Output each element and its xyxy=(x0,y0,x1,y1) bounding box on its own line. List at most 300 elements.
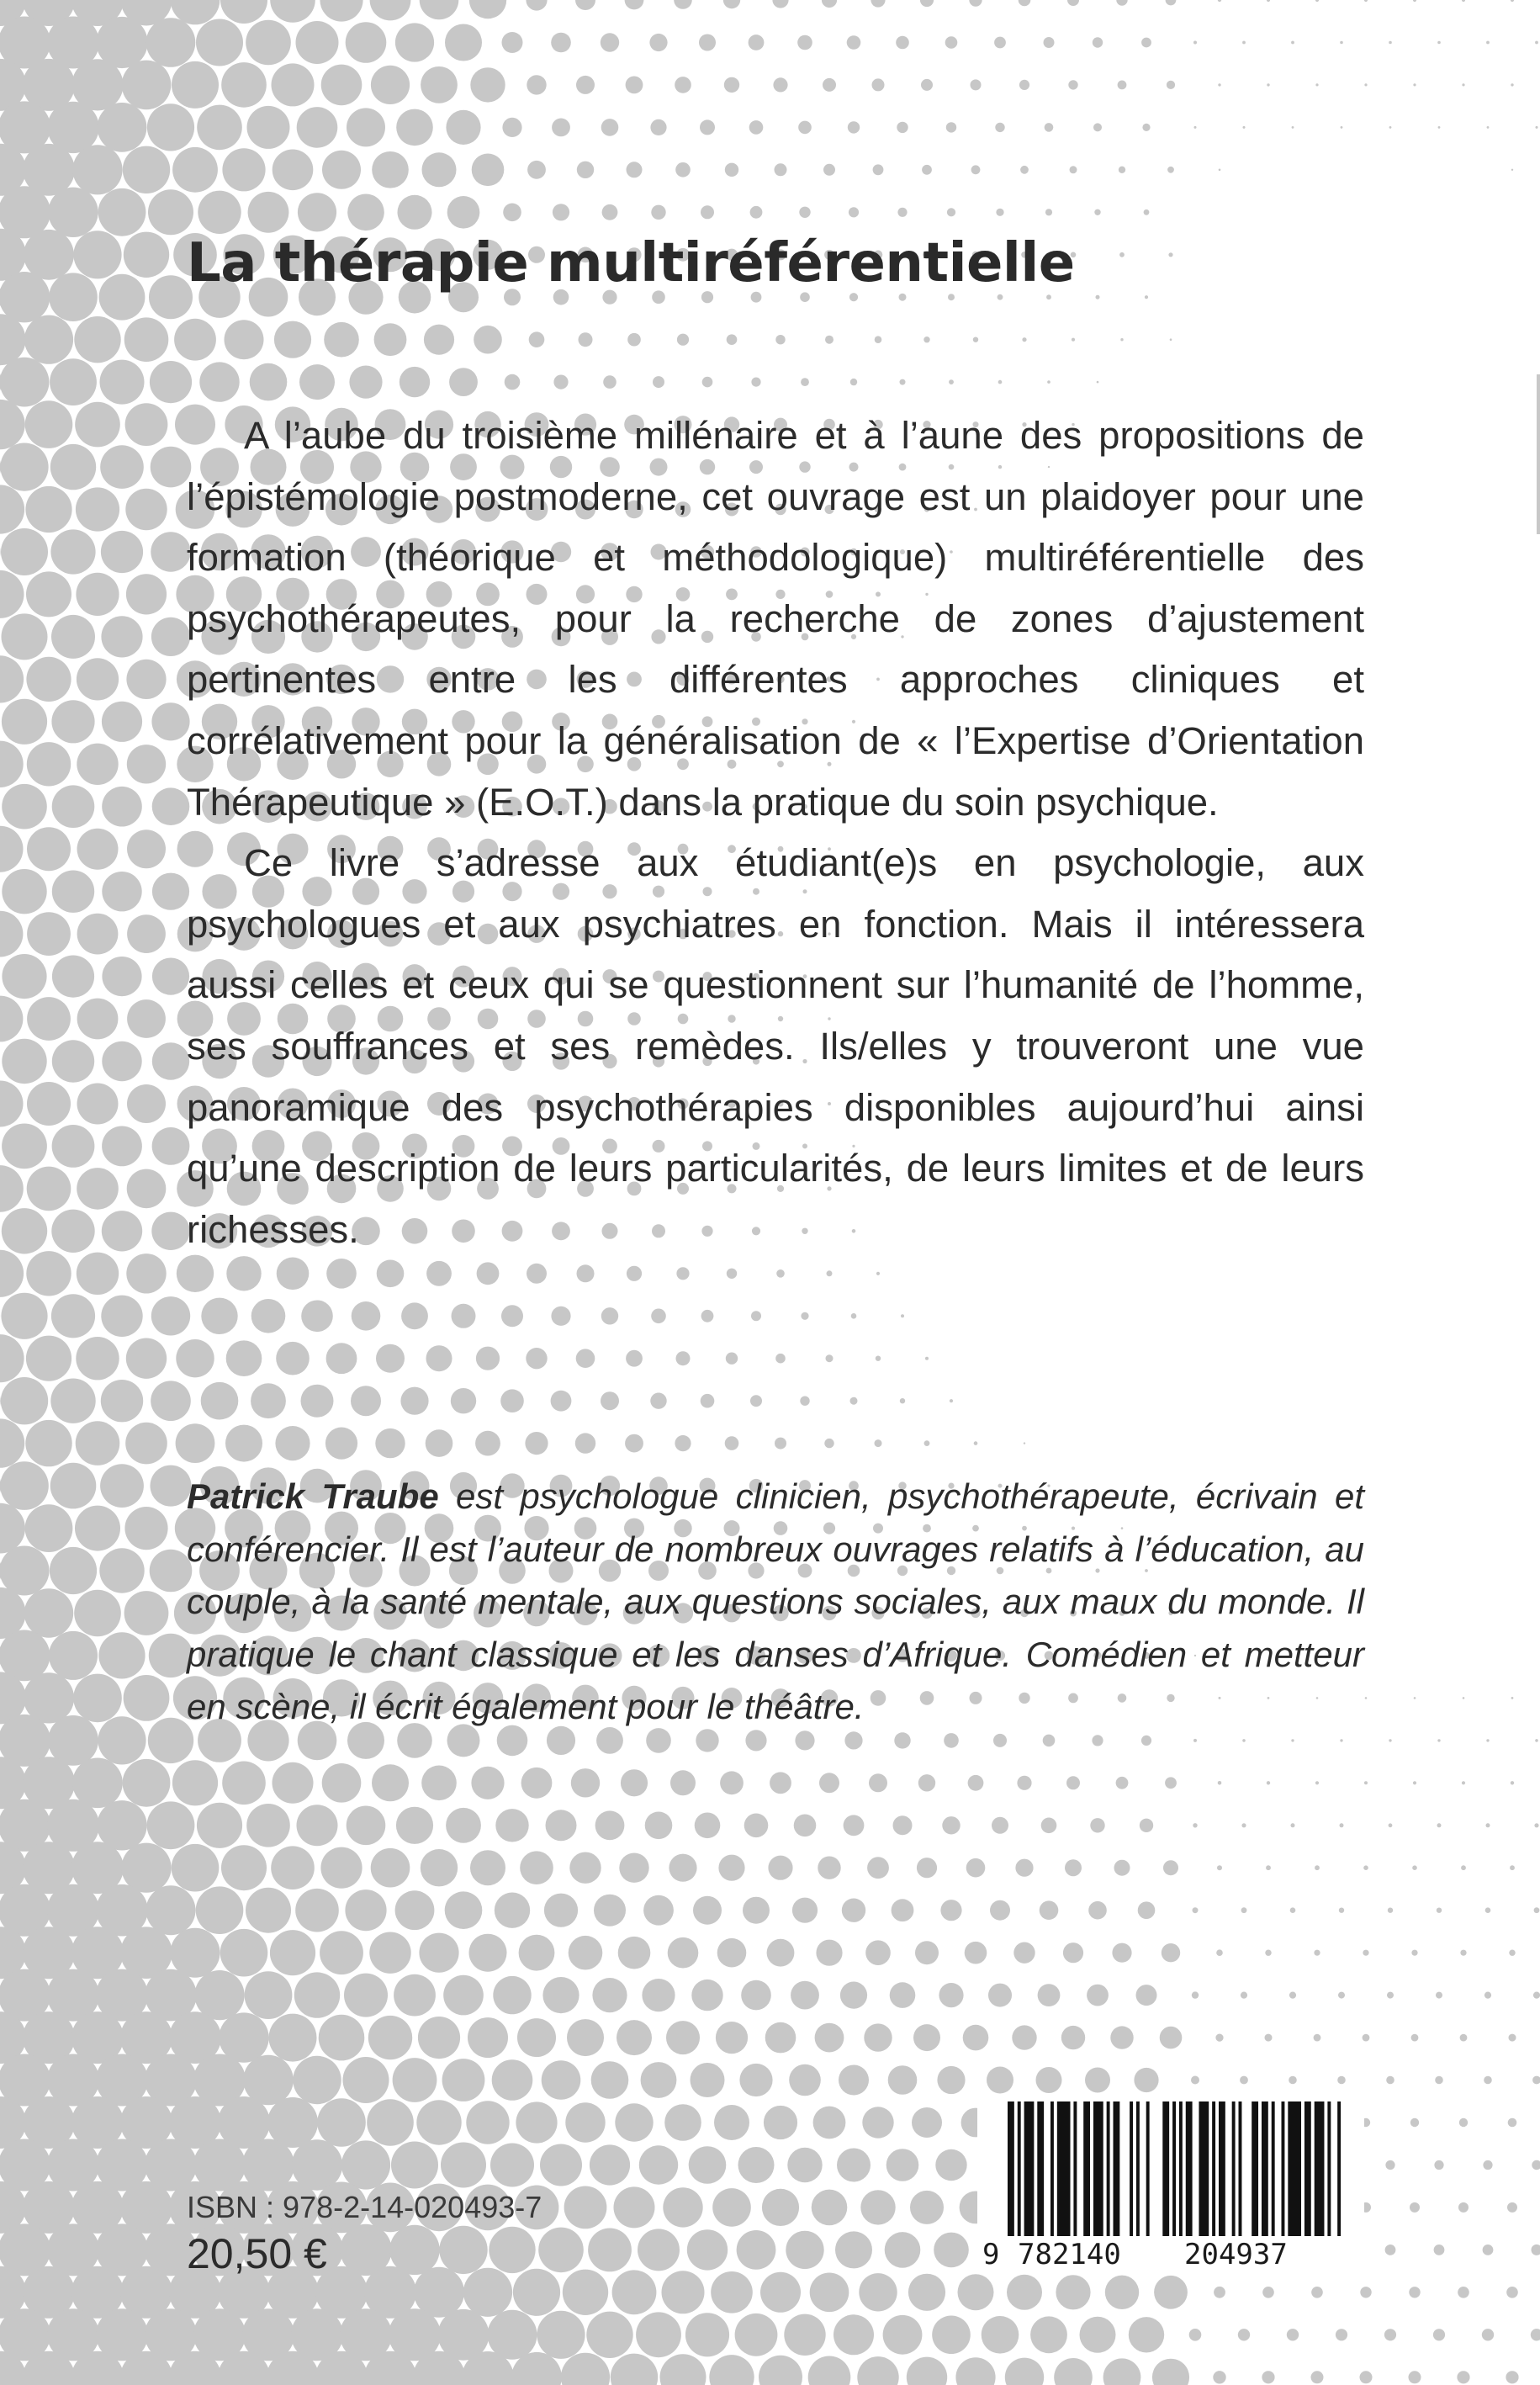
halftone-dot xyxy=(1116,1777,1129,1789)
halftone-dot xyxy=(650,1393,666,1409)
barcode-bar xyxy=(1018,2101,1021,2236)
halftone-dot xyxy=(576,76,595,94)
halftone-dot xyxy=(913,2024,940,2051)
halftone-dot xyxy=(351,1386,381,1416)
halftone-dot xyxy=(77,658,119,700)
halftone-dot xyxy=(1194,126,1197,129)
halftone-dot xyxy=(538,2228,584,2273)
halftone-dot xyxy=(0,400,25,449)
halftone-dot xyxy=(1242,41,1246,45)
halftone-dot xyxy=(974,1441,978,1445)
halftone-dot xyxy=(0,570,24,618)
halftone-dot xyxy=(341,2140,390,2189)
halftone-dot xyxy=(488,2310,537,2360)
halftone-dot xyxy=(770,1772,791,1794)
halftone-dot xyxy=(786,2231,823,2269)
halftone-dot xyxy=(418,2017,460,2059)
author-name: Patrick Traube xyxy=(187,1476,439,1516)
halftone-dot xyxy=(594,1895,626,1927)
halftone-dot xyxy=(477,1262,500,1285)
halftone-dot xyxy=(1507,2202,1517,2213)
halftone-dot xyxy=(372,1764,409,1801)
halftone-dot xyxy=(571,1768,600,1797)
halftone-dot xyxy=(844,1815,865,1836)
halftone-dot xyxy=(98,103,147,152)
halftone-dot xyxy=(750,206,763,219)
halftone-dot xyxy=(297,1805,338,1846)
halftone-dot xyxy=(73,231,121,278)
halftone-dot xyxy=(955,2357,995,2385)
halftone-dot xyxy=(426,1429,453,1457)
halftone-dot xyxy=(944,1733,959,1748)
halftone-dot xyxy=(1363,1865,1368,1870)
halftone-dot xyxy=(1363,2034,1370,2042)
halftone-dot xyxy=(638,2229,680,2271)
halftone-dot xyxy=(521,1768,553,1799)
halftone-dot xyxy=(727,1269,737,1279)
halftone-dot xyxy=(544,1894,578,1927)
barcode-bar xyxy=(1232,2101,1236,2236)
barcode-bars xyxy=(1008,2101,1344,2236)
halftone-dot xyxy=(1038,1984,1061,2006)
halftone-dot xyxy=(221,1845,267,1890)
halftone-dot xyxy=(1068,80,1077,89)
halftone-dot xyxy=(443,1975,484,2016)
halftone-dot xyxy=(99,274,146,321)
halftone-dot xyxy=(1482,2329,1494,2340)
halftone-dot xyxy=(1483,2245,1494,2255)
halftone-dot xyxy=(1192,1991,1199,1998)
halftone-dot xyxy=(24,315,73,364)
halftone-dot xyxy=(102,1211,142,1251)
halftone-dot xyxy=(687,2229,728,2270)
halftone-dot xyxy=(1413,0,1416,2)
halftone-dot xyxy=(124,232,169,278)
halftone-dot xyxy=(0,996,23,1042)
halftone-dot xyxy=(865,1940,891,1965)
halftone-dot xyxy=(369,1932,410,1974)
halftone-dot xyxy=(226,1340,262,1376)
halftone-dot xyxy=(1433,2329,1445,2340)
halftone-dot xyxy=(1364,1781,1368,1784)
halftone-dot xyxy=(125,489,167,530)
halftone-dot xyxy=(701,1310,714,1322)
halftone-dot xyxy=(1218,83,1220,86)
halftone-dot xyxy=(470,67,505,102)
halftone-dot xyxy=(668,1937,699,1969)
halftone-dot xyxy=(1217,1865,1222,1870)
halftone-dot xyxy=(650,119,666,135)
halftone-dot xyxy=(322,151,361,189)
halftone-dot xyxy=(626,77,643,94)
halftone-dot xyxy=(994,37,1006,49)
halftone-dot xyxy=(912,2107,942,2138)
halftone-dot xyxy=(942,1816,960,1834)
halftone-dot xyxy=(317,2098,366,2147)
halftone-dot xyxy=(1067,0,1079,6)
halftone-dot xyxy=(1114,1860,1130,1876)
halftone-dot xyxy=(636,2312,681,2357)
halftone-dot xyxy=(147,103,194,151)
halftone-dot xyxy=(225,1425,262,1462)
halftone-dot xyxy=(1509,2034,1516,2042)
halftone-dot xyxy=(627,1266,642,1281)
halftone-dot xyxy=(376,1344,405,1373)
halftone-dot xyxy=(1340,1739,1342,1741)
barcode-digits-right: 204937 xyxy=(1184,2238,1288,2271)
halftone-dot xyxy=(1005,2358,1044,2385)
halftone-dot xyxy=(1087,1985,1109,2006)
barcode-bar xyxy=(1136,2101,1140,2236)
halftone-dot xyxy=(98,188,146,236)
halftone-dot xyxy=(525,1432,548,1455)
halftone-dot xyxy=(1154,2276,1188,2309)
barcode-bar xyxy=(1315,2101,1325,2236)
halftone-dot xyxy=(1085,2068,1110,2093)
halftone-dot xyxy=(765,2022,796,2054)
halftone-dot xyxy=(345,1889,386,1931)
halftone-dot xyxy=(50,529,95,574)
halftone-dot xyxy=(934,2233,969,2268)
halftone-dot xyxy=(76,1421,120,1465)
halftone-dot xyxy=(794,1815,817,1837)
halftone-dot xyxy=(502,32,523,53)
halftone-dot xyxy=(1047,380,1050,384)
halftone-dot xyxy=(1193,1823,1197,1827)
halftone-dot xyxy=(643,1895,674,1926)
halftone-dot xyxy=(176,1339,214,1377)
halftone-dot xyxy=(947,208,955,216)
halftone-dot xyxy=(150,1550,193,1593)
halftone-dot xyxy=(1045,123,1054,132)
halftone-dot xyxy=(1138,1901,1156,1919)
halftone-dot xyxy=(775,1354,786,1364)
halftone-dot xyxy=(502,118,521,137)
halftone-dot xyxy=(468,2017,508,2058)
halftone-dot xyxy=(675,162,691,178)
halftone-dot xyxy=(520,1851,553,1884)
halftone-dot xyxy=(799,207,810,218)
halftone-dot xyxy=(579,332,593,347)
barcode-bar xyxy=(1199,2101,1209,2236)
halftone-dot xyxy=(27,827,71,871)
halftone-dot xyxy=(100,445,144,489)
halftone-dot xyxy=(920,0,934,7)
halftone-dot xyxy=(666,2021,700,2054)
halftone-dot xyxy=(1462,83,1464,86)
halftone-dot xyxy=(421,66,458,103)
halftone-dot xyxy=(371,1848,410,1888)
halftone-dot xyxy=(172,1844,220,1892)
halftone-dot xyxy=(269,2014,317,2062)
halftone-dot xyxy=(1460,2034,1468,2042)
halftone-dot xyxy=(1389,41,1392,45)
halftone-dot xyxy=(199,362,239,401)
halftone-dot xyxy=(492,2059,533,2101)
halftone-dot xyxy=(937,2066,965,2094)
halftone-dot xyxy=(660,2354,706,2385)
halftone-dot xyxy=(151,1296,190,1335)
halftone-dot xyxy=(1311,2371,1324,2383)
halftone-dot xyxy=(505,374,521,390)
halftone-dot xyxy=(297,107,338,148)
halftone-dot xyxy=(446,1808,481,1843)
halftone-dot xyxy=(617,2020,652,2055)
blurb-paragraph: Ce livre s’adresse aux étudiant(e)s en psychologie, aux psychologues et aux psychiatres en fonction. Mais il intéressera aussi celles et ceux qui se questionnent sur l’humanité de l’homme, ses souffrances et ses remèdes. Ils/elles y trouveront une vue panoramique des psychothérapies disponibles aujourd’hui ainsi qu’une description de leurs particularités, de leurs limites et de leurs richesses. xyxy=(187,841,1364,1251)
halftone-dot xyxy=(322,1763,362,1803)
halftone-dot xyxy=(1105,2276,1139,2309)
halftone-dot xyxy=(842,1899,865,1922)
barcode-bar xyxy=(1337,2101,1341,2236)
halftone-dot xyxy=(932,2316,971,2355)
barcode-bar xyxy=(1057,2101,1071,2236)
halftone-dot xyxy=(965,1942,987,1964)
halftone-dot xyxy=(0,911,23,957)
halftone-dot xyxy=(971,165,981,174)
halftone-dot xyxy=(1511,0,1514,2)
halftone-dot xyxy=(2,869,46,914)
halftone-dot xyxy=(987,2067,1013,2094)
halftone-dot xyxy=(424,325,454,355)
halftone-dot xyxy=(888,2065,918,2095)
halftone-dot xyxy=(709,2355,754,2385)
barcode-bar xyxy=(1252,2101,1258,2236)
halftone-dot xyxy=(1311,2287,1323,2298)
halftone-dot xyxy=(1219,169,1221,172)
halftone-dot xyxy=(2,1208,47,1253)
barcode-digits-left: 782140 xyxy=(1018,2238,1121,2271)
halftone-dot xyxy=(127,829,166,868)
halftone-dot xyxy=(693,1896,722,1925)
halftone-dot xyxy=(764,2106,797,2139)
halftone-dot xyxy=(1240,2076,1248,2085)
halftone-dot xyxy=(787,2148,822,2182)
halftone-dot xyxy=(743,1897,770,1924)
halftone-dot xyxy=(74,1590,121,1637)
halftone-dot xyxy=(588,2229,632,2272)
halftone-dot xyxy=(391,2142,438,2189)
halftone-dot xyxy=(1022,337,1026,342)
halftone-dot xyxy=(995,123,1004,132)
halftone-dot xyxy=(894,1732,910,1748)
halftone-dot xyxy=(871,0,885,8)
halftone-dot xyxy=(1216,1949,1223,1956)
halftone-dot xyxy=(1043,1735,1056,1747)
book-title: La thérapie multiréférentielle xyxy=(187,232,1075,294)
halftone-dot xyxy=(125,403,168,446)
halftone-dot xyxy=(1265,1950,1271,1956)
halftone-dot xyxy=(1385,2160,1394,2170)
halftone-dot xyxy=(1315,1865,1320,1870)
halftone-dot xyxy=(516,2101,557,2143)
halftone-dot xyxy=(1533,1992,1540,1999)
halftone-dot xyxy=(724,77,739,93)
halftone-dot xyxy=(0,527,1,577)
halftone-dot xyxy=(1336,2329,1347,2340)
halftone-dot xyxy=(101,1296,142,1337)
halftone-dot xyxy=(152,1042,189,1079)
halftone-dot xyxy=(1007,2275,1042,2310)
halftone-dot xyxy=(151,617,190,656)
halftone-dot xyxy=(151,1465,192,1507)
halftone-dot xyxy=(998,380,1003,384)
halftone-dot xyxy=(294,1972,340,2017)
halftone-dot xyxy=(674,0,692,9)
halftone-dot xyxy=(950,1399,953,1402)
halftone-dot xyxy=(1218,0,1221,2)
halftone-dot xyxy=(569,1852,601,1884)
halftone-dot xyxy=(982,2316,1019,2354)
halftone-dot xyxy=(1292,126,1294,129)
halftone-dot xyxy=(1409,2371,1421,2383)
halftone-dot xyxy=(172,1760,218,1805)
halftone-dot xyxy=(1267,83,1269,86)
halftone-dot xyxy=(1189,2329,1202,2341)
halftone-dot xyxy=(717,1938,747,1968)
halftone-dot xyxy=(553,375,568,390)
halftone-dot xyxy=(700,119,715,135)
halftone-dot xyxy=(1241,1907,1247,1913)
halftone-dot xyxy=(220,1929,268,1977)
barcode-bar xyxy=(1130,2101,1133,2236)
halftone-dot xyxy=(324,322,359,358)
halftone-dot xyxy=(726,1353,738,1365)
halftone-dot xyxy=(319,2015,365,2061)
halftone-dot xyxy=(420,0,459,19)
halftone-dot xyxy=(1386,2076,1394,2085)
halftone-dot xyxy=(75,1506,120,1551)
halftone-dot xyxy=(1024,1442,1025,1444)
halftone-dot xyxy=(1120,338,1123,341)
halftone-dot xyxy=(1387,1992,1394,1999)
halftone-dot xyxy=(1412,1865,1417,1870)
halftone-dot xyxy=(27,1082,71,1126)
halftone-dot xyxy=(25,486,71,533)
halftone-dot xyxy=(857,2356,898,2385)
halftone-dot xyxy=(864,2023,892,2051)
halftone-dot xyxy=(2,613,48,660)
halftone-dot xyxy=(346,22,387,63)
halftone-dot xyxy=(1339,1908,1344,1913)
halftone-dot xyxy=(51,615,95,659)
halftone-dot xyxy=(577,162,594,178)
halftone-dot xyxy=(246,1888,291,1933)
halftone-dot xyxy=(1044,37,1055,48)
halftone-dot xyxy=(452,1304,476,1328)
halftone-dot xyxy=(1410,2118,1419,2127)
halftone-dot xyxy=(1267,0,1270,2)
halftone-dot xyxy=(27,997,71,1041)
halftone-dot xyxy=(1097,381,1099,384)
halftone-dot xyxy=(601,1391,619,1410)
barcode-bar xyxy=(1219,2101,1225,2236)
halftone-dot xyxy=(26,1251,71,1296)
halftone-dot xyxy=(1142,124,1150,131)
halftone-dot xyxy=(527,1264,547,1284)
halftone-dot xyxy=(1090,1818,1104,1832)
halftone-dot xyxy=(2,784,47,829)
halftone-dot xyxy=(527,75,546,94)
halftone-dot xyxy=(222,1762,266,1805)
spine-edge-mark xyxy=(1537,374,1540,534)
halftone-dot xyxy=(247,106,290,149)
halftone-dot xyxy=(1012,2025,1036,2049)
halftone-dot xyxy=(1458,2202,1469,2213)
halftone-dot xyxy=(475,1431,500,1456)
halftone-dot xyxy=(126,1338,167,1379)
halftone-dot xyxy=(293,2056,341,2104)
halftone-dot xyxy=(540,2144,582,2186)
halftone-dot xyxy=(940,1900,961,1921)
halftone-dot xyxy=(495,1809,528,1842)
halftone-dot xyxy=(469,1934,507,1972)
halftone-dot xyxy=(466,2101,509,2144)
halftone-dot xyxy=(422,152,457,187)
halftone-dot xyxy=(992,1817,1008,1834)
halftone-dot xyxy=(77,829,119,870)
halftone-dot xyxy=(1167,167,1174,173)
halftone-dot xyxy=(275,1426,310,1460)
halftone-dot xyxy=(801,1312,808,1320)
halftone-dot xyxy=(551,1391,572,1412)
halftone-dot xyxy=(421,1766,457,1801)
halftone-dot xyxy=(775,163,787,176)
halftone-dot xyxy=(76,573,119,616)
halftone-dot xyxy=(751,1311,761,1321)
halftone-dot xyxy=(372,151,409,188)
halftone-dot xyxy=(125,1423,167,1465)
halftone-dot xyxy=(1486,41,1490,45)
halftone-dot xyxy=(274,321,311,358)
halftone-dot xyxy=(1291,41,1294,45)
halftone-dot xyxy=(789,2064,821,2096)
halftone-dot xyxy=(2,1039,46,1084)
halftone-dot xyxy=(860,2190,895,2224)
halftone-dot xyxy=(939,1983,963,2007)
halftone-dot xyxy=(818,1857,840,1879)
halftone-dot xyxy=(469,0,506,19)
halftone-dot xyxy=(296,21,339,64)
halftone-dot xyxy=(1163,1860,1178,1875)
halftone-dot xyxy=(872,78,885,91)
halftone-dot xyxy=(716,2022,748,2054)
halftone-dot xyxy=(949,379,954,384)
halftone-dot xyxy=(1141,38,1151,48)
halftone-dot xyxy=(823,164,835,176)
halftone-dot xyxy=(347,108,385,146)
halftone-dot xyxy=(1162,1943,1180,1962)
halftone-dot xyxy=(1434,2160,1443,2170)
halftone-dot xyxy=(77,999,119,1040)
halftone-dot xyxy=(152,873,189,910)
halftone-dot xyxy=(1385,2245,1396,2255)
barcode-bar xyxy=(1262,2101,1268,2236)
halftone-dot xyxy=(352,1301,381,1331)
halftone-dot xyxy=(49,273,98,321)
halftone-dot xyxy=(1437,41,1441,45)
halftone-dot xyxy=(0,443,48,491)
halftone-dot xyxy=(800,1397,809,1406)
halftone-dot xyxy=(691,1980,722,2011)
halftone-dot xyxy=(897,122,908,133)
halftone-dot xyxy=(396,109,433,146)
halftone-dot xyxy=(77,914,119,955)
blurb-paragraph: A l’aube du troisième millénaire et à l’aune des propositions de l’épistémologie postmoderne, cet ouvrage est un plaidoyer pour une formation (théorique et méthodologique) multiréférentielle des psychothérapeutes, pour la recherche de zones d’ajustement pertinentes entre les différentes approches cliniques et corrélativement pour la généralisation de « l’Expertise d’Orientation Thérapeutique » (E.O.T.) dans la pratique du soin psychique. xyxy=(187,414,1364,824)
halftone-dot xyxy=(663,2187,702,2227)
halftone-dot xyxy=(1290,1907,1296,1913)
halftone-dot xyxy=(996,209,1003,216)
halftone-dot xyxy=(1411,1950,1417,1956)
